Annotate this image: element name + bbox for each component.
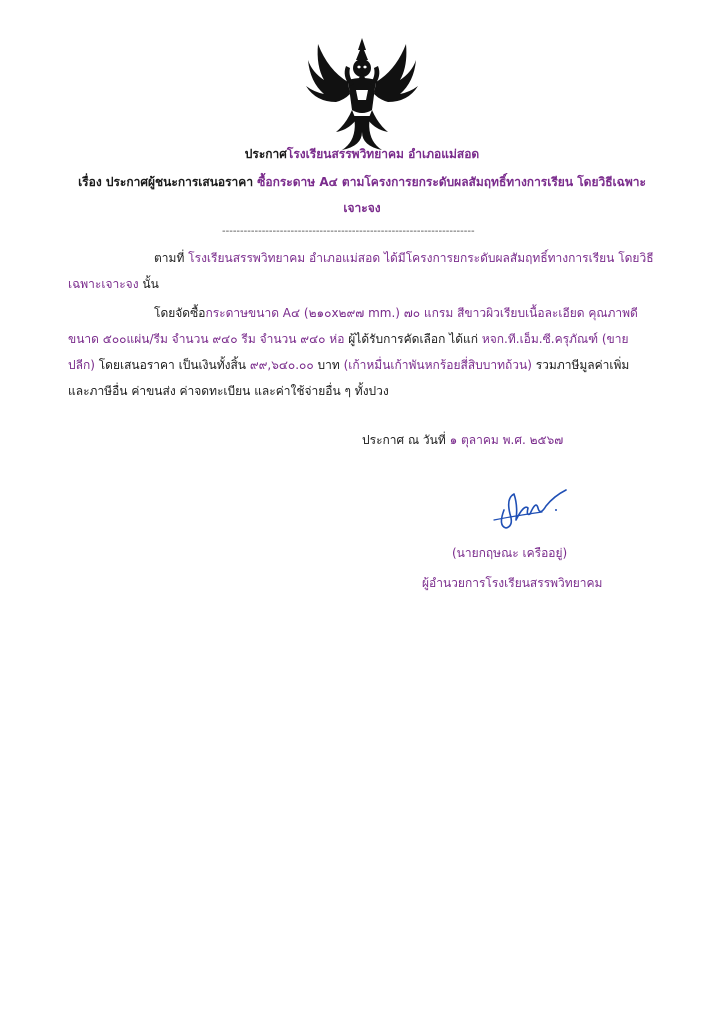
subject-continuation: เจาะจง xyxy=(343,201,381,215)
body-text: ผู้ได้รับการคัดเลือก ได้แก่ xyxy=(344,332,482,346)
signer-position: ผู้อำนวยการโรงเรียนสรรพวิทยาคม xyxy=(422,576,603,590)
body-text: โดยเสนอราคา เป็นเงินทั้งสิ้น xyxy=(94,358,250,372)
body-highlight: (เก้าหมื่นเก้าพันหกร้อยสี่สิบบาทถ้วน) xyxy=(343,358,532,372)
body-highlight: ปลีก) xyxy=(68,358,95,372)
announcement-title xyxy=(0,146,724,162)
subject-text: ซื้อกระดาษ A๔ ตามโครงการยกระดับผลสัมฤทธิ์ทางการเรียน โดยวิธีเฉพาะ xyxy=(257,175,646,189)
signer-name: (นายกฤษณะ เครืออยู่) xyxy=(452,546,568,560)
divider-line: ---------------------------------------------------------------------- xyxy=(222,226,475,237)
body-text: บาท xyxy=(313,358,344,372)
body-highlight: กระดาษขนาด A๔ (๒๑๐x๒๙๗ mm.) ๗๐ แกรม สีขาวผิวเรียบเนื้อละเอียด คุณภาพดี xyxy=(205,306,638,320)
body-highlight: หจก.ที.เอ็ม.ซี.ครุภัณฑ์ (ขาย xyxy=(481,332,629,346)
title-prefix: ประกาศ xyxy=(244,147,287,161)
announcement-subject xyxy=(60,174,664,190)
body-line-3 xyxy=(154,305,638,321)
date-value: ๑ ตุลาคม พ.ศ. ๒๕๖๗ xyxy=(449,433,564,447)
body-text: โดยจัดซื้อ xyxy=(154,306,206,320)
body-highlight: โรงเรียนสรรพวิทยาคม อำเภอแม่สอด xyxy=(188,251,381,265)
body-line-4 xyxy=(68,331,629,347)
body-text: ตามที่ xyxy=(154,251,189,265)
body-line-1 xyxy=(154,250,654,266)
body-text: นั้น xyxy=(138,277,159,291)
body-highlight: เฉพาะเจาะจง xyxy=(68,277,139,291)
announcement-date xyxy=(362,432,563,448)
body-line-6: และภาษีอื่น ค่าขนส่ง ค่าจดทะเบียน และค่าใช้จ่ายอื่น ๆ ทั้งปวง xyxy=(68,384,389,398)
body-highlight: ขนาด ๕๐๐แผ่น/รีม จำนวน ๙๔๐ รีม จำนวน ๙๔๐ ห่อ xyxy=(68,332,345,346)
signature xyxy=(484,486,568,542)
subject-prefix: เรื่อง ประกาศผู้ชนะการเสนอราคา xyxy=(78,175,258,189)
body-highlight: ได้มีโครงการยกระดับผลสัมฤทธิ์ทางการเรียน โดยวิธี xyxy=(380,251,654,265)
body-line-5 xyxy=(68,357,629,373)
body-text: รวมภาษีมูลค่าเพิ่ม xyxy=(531,358,630,372)
date-prefix: ประกาศ ณ วันที่ xyxy=(362,433,450,447)
body-highlight: ๙๙,๖๔๐.๐๐ xyxy=(249,358,314,372)
school-name: โรงเรียนสรรพวิทยาคม อำเภอแม่สอด xyxy=(286,147,480,161)
body-line-2 xyxy=(68,276,159,292)
garuda-emblem-icon xyxy=(302,36,422,152)
